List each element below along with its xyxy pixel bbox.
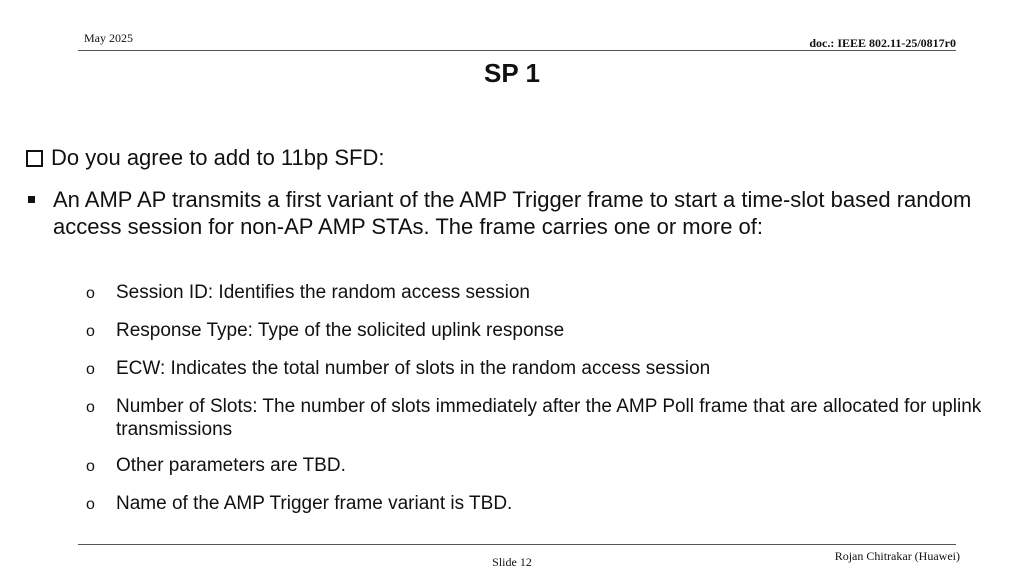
- square-bullet-icon: [28, 196, 35, 203]
- slide-title: SP 1: [484, 58, 540, 88]
- header-doc-id: doc.: IEEE 802.11-25/0817r0: [809, 36, 956, 50]
- sub-bullet-item: [86, 395, 1006, 441]
- header-divider: [78, 50, 956, 51]
- sub-bullet-item: [86, 357, 1006, 382]
- footer-author: Rojan Chitrakar (Huawei): [834, 549, 960, 563]
- sub-bullet-item: [86, 281, 1006, 306]
- question-text: Do you agree to add to 11bp SFD:: [51, 145, 385, 170]
- sub-bullet-item: [86, 319, 1006, 344]
- circle-bullet-icon: o: [86, 458, 95, 475]
- main-bullet-text: An AMP AP transmits a first variant of the AMP Trigger frame to start a time-slot based random access session for non-AP AMP STAs. The frame carries one or more of:: [53, 187, 972, 239]
- circle-bullet-icon: o: [86, 285, 95, 302]
- question-line: [26, 145, 384, 171]
- slide-number: Slide 12: [492, 555, 532, 569]
- sub-bullet-text: Other parameters are TBD.: [116, 455, 346, 476]
- header-date: May 2025: [84, 31, 133, 45]
- sub-bullet-list: [86, 281, 1006, 530]
- circle-bullet-icon: o: [86, 496, 95, 513]
- checkbox-bullet-icon: [26, 150, 43, 167]
- sub-bullet-text: Response Type: Type of the solicited uplink response: [116, 320, 565, 341]
- circle-bullet-icon: o: [86, 323, 95, 340]
- sub-bullet-text: Name of the AMP Trigger frame variant is TBD.: [116, 493, 513, 514]
- circle-bullet-icon: o: [86, 361, 95, 378]
- sub-bullet-text: Session ID: Identifies the random access session: [116, 282, 530, 303]
- sub-bullet-text: Number of Slots: The number of slots immediately after the AMP Poll frame that are allocated for uplink transmissions: [116, 396, 982, 440]
- sub-bullet-item: [86, 492, 1006, 517]
- sub-bullet-item: [86, 454, 1006, 479]
- footer-divider: [78, 544, 956, 545]
- sub-bullet-text: ECW: Indicates the total number of slots in the random access session: [116, 358, 711, 379]
- circle-bullet-icon: o: [86, 399, 95, 416]
- main-bullet: [28, 186, 978, 240]
